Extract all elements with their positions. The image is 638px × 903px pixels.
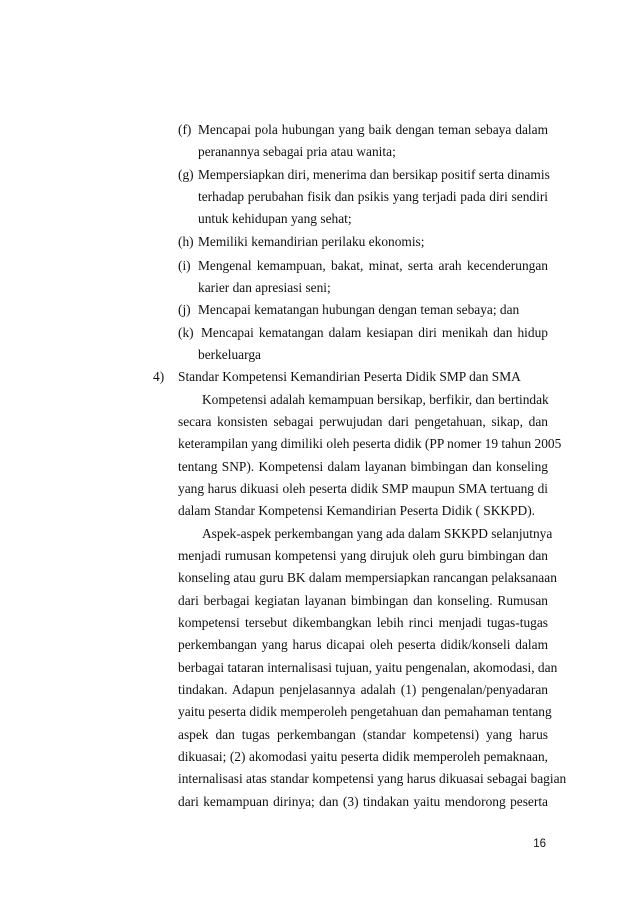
list-marker: (i)	[178, 258, 191, 273]
list-item-line: peranannya sebagai pria atau wanita;	[198, 144, 396, 159]
paragraph-line: perkembangan yang harus dicapai oleh peserta didik/konseli dalam	[178, 637, 548, 652]
page-number: 16	[533, 838, 546, 850]
paragraph-line: konseling atau guru BK dalam mempersiapkan rancangan pelaksanaan	[178, 570, 557, 585]
list-item-line: berkeluarga	[198, 347, 261, 362]
paragraph-line: dikuasai; (2) akomodasi yaitu peserta didik memperoleh pemaknaan,	[178, 749, 548, 764]
list-marker: (g)	[178, 167, 194, 182]
paragraph-line: internalisasi atas standar kompetensi yang harus dikuasai sebagai bagian	[178, 771, 567, 786]
paragraph-line: kompetensi tersebut dikembangkan lebih rinci menjadi tugas-tugas	[178, 615, 548, 630]
list-item-line: Mempersiapkan diri, menerima dan bersikap positif serta dinamis	[198, 167, 550, 182]
paragraph-line: secara konsisten sebagai perwujudan dari pengetahuan, sikap, dan	[178, 414, 548, 429]
list-item-line: Memiliki kemandirian perilaku ekonomis;	[198, 234, 425, 249]
paragraph-line: Kompetensi adalah kemampuan bersikap, berfikir, dan bertindak	[202, 392, 549, 407]
paragraph-line: tindakan. Adapun penjelasannya adalah (1) pengenalan/penyadaran	[178, 682, 548, 697]
paragraph-line: menjadi rumusan kompetensi yang dirujuk oleh guru bimbingan dan	[178, 548, 548, 563]
paragraph-line: dari kemampuan dirinya; dan (3) tindakan yaitu mendorong peserta	[178, 794, 548, 809]
list-marker: (j)	[178, 302, 191, 317]
list-item-line: karier dan apresiasi seni;	[198, 280, 331, 295]
paragraph-line: tentang SNP). Kompetensi dalam layanan bimbingan dan konseling	[178, 459, 548, 474]
list-marker: (h)	[178, 234, 194, 249]
list-item-line: untuk kehidupan yang sehat;	[198, 211, 352, 226]
paragraph-line: berbagai tataran internalisasi tujuan, yaitu pengenalan, akomodasi, dan	[178, 660, 558, 675]
paragraph-line: dalam Standar Kompetensi Kemandirian Peserta Didik ( SKKPD).	[178, 503, 536, 518]
paragraph-line: yaitu peserta didik memperoleh pengetahuan dan pemahaman tentang	[178, 704, 552, 719]
list-marker: (f)	[178, 122, 192, 137]
paragraph-line: dari berbagai kegiatan layanan bimbingan dan konseling. Rumusan	[178, 593, 548, 608]
paragraph-line: yang harus dikuasi oleh peserta didik SMP maupun SMA tertuang di	[178, 481, 548, 496]
section-number: 4)	[153, 369, 165, 384]
paragraph-line: aspek dan tugas perkembangan (standar kompetensi) yang harus	[178, 727, 548, 742]
list-item-line: Mencapai kematangan hubungan dengan teman sebaya; dan	[198, 302, 520, 317]
section-heading: Standar Kompetensi Kemandirian Peserta Didik SMP dan SMA	[178, 369, 521, 384]
list-marker: (k)	[178, 325, 194, 340]
list-item-line: Mencapai pola hubungan yang baik dengan teman sebaya dalam	[198, 122, 548, 137]
paragraph-line: Aspek-aspek perkembangan yang ada dalam SKKPD selanjutnya	[202, 526, 553, 541]
list-item-line: Mencapai kematangan dalam kesiapan diri menikah dan hidup	[201, 325, 548, 340]
paragraph-line: keterampilan yang dimiliki oleh peserta didik (PP nomer 19 tahun 2005	[178, 436, 562, 451]
list-item-line: terhadap perubahan fisik dan psikis yang terjadi pada diri sendiri	[198, 189, 548, 204]
list-item-line: Mengenal kemampuan, bakat, minat, serta arah kecenderungan	[198, 258, 548, 273]
